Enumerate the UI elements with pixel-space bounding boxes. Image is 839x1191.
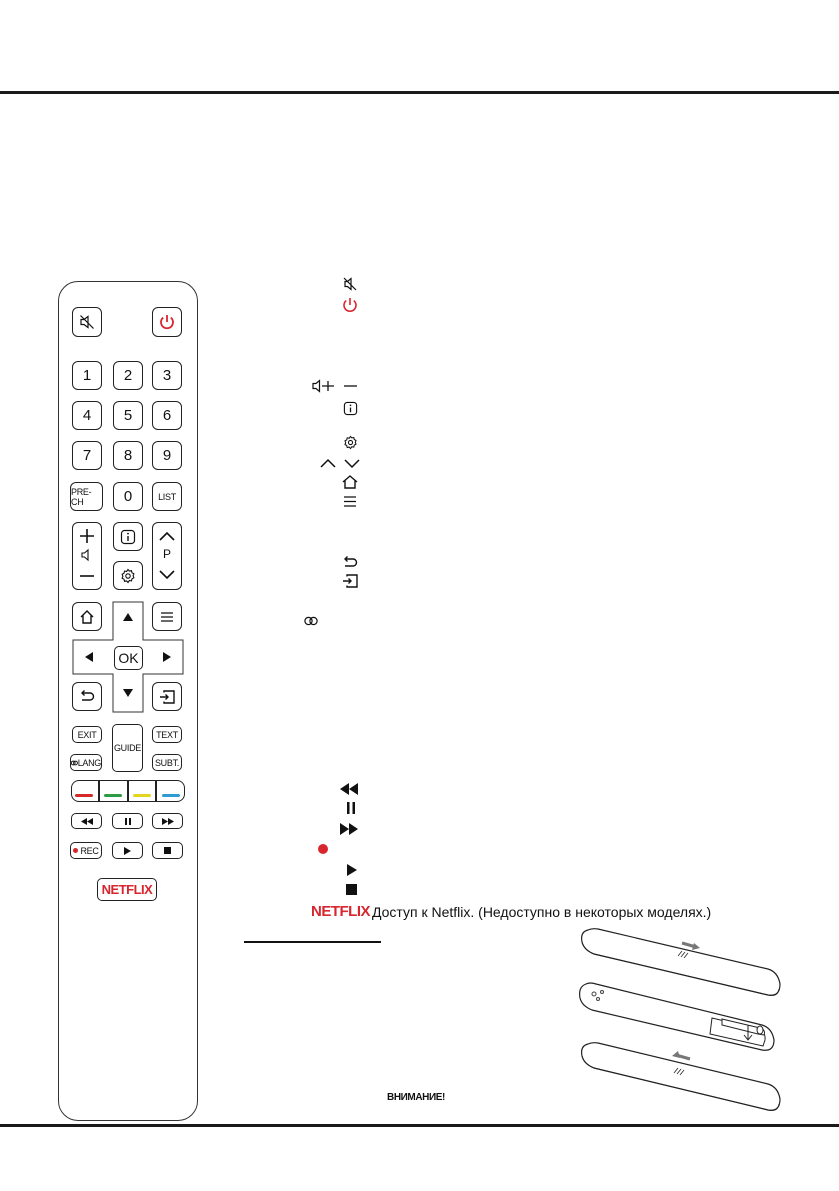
rewind-icon xyxy=(81,818,93,825)
red-key[interactable] xyxy=(71,780,99,802)
digit-5-button[interactable]: 5 xyxy=(113,401,143,430)
legend-settings-icon xyxy=(343,435,358,450)
legend-chevron-up-down-icon xyxy=(319,455,361,471)
guide-button[interactable]: GUIDE xyxy=(112,724,143,772)
yellow-key[interactable] xyxy=(128,780,156,802)
blue-key[interactable] xyxy=(156,780,185,802)
legend-power-icon xyxy=(341,296,359,314)
volume-icon xyxy=(73,523,101,589)
legend-back-icon xyxy=(341,555,359,571)
digit-8-button[interactable]: 8 xyxy=(113,441,143,470)
stop-button[interactable] xyxy=(152,842,183,859)
lang-label: LANG xyxy=(77,757,101,768)
legend-menu-icon xyxy=(342,494,358,509)
volume-rocker[interactable] xyxy=(72,522,102,590)
top-rule xyxy=(0,91,839,94)
legend-record-icon xyxy=(318,844,328,854)
netflix-button[interactable] xyxy=(97,878,157,901)
netflix-logo: NETFLIX xyxy=(101,882,153,897)
settings-gear-icon xyxy=(120,568,136,584)
legend-source-icon xyxy=(341,573,359,589)
stop-icon xyxy=(164,847,171,854)
digit-0-button[interactable]: 0 xyxy=(113,482,143,511)
yellow-bar xyxy=(133,794,151,797)
pause-icon xyxy=(124,818,132,825)
legend-rewind-icon xyxy=(340,783,358,795)
lang-button[interactable] xyxy=(70,754,102,771)
remote-control xyxy=(58,281,198,1121)
fast-forward-icon xyxy=(162,818,174,825)
play-icon xyxy=(124,847,131,855)
netflix-caption: Доступ к Netflix. (Недоступно в некоторых моделях.) xyxy=(372,904,712,920)
pre-ch-button[interactable]: PRE-CH xyxy=(70,482,103,511)
rewind-button[interactable] xyxy=(71,813,102,829)
cover-removal-step xyxy=(582,929,780,996)
right-arrow-icon xyxy=(163,652,171,662)
digit-9-button[interactable]: 9 xyxy=(152,441,182,470)
lang-circles-icon xyxy=(71,760,78,766)
settings-button[interactable] xyxy=(113,561,143,590)
red-bar xyxy=(75,794,93,797)
legend-info-icon xyxy=(343,401,358,416)
left-arrow-icon xyxy=(85,652,93,662)
exit-button[interactable]: EXIT xyxy=(72,726,102,743)
legend-mute-icon xyxy=(342,276,358,292)
digit-3-button[interactable]: 3 xyxy=(152,361,182,390)
legend-volume-icon xyxy=(311,378,361,394)
section-underline xyxy=(244,941,381,943)
up-arrow-icon xyxy=(123,613,133,621)
info-button[interactable] xyxy=(113,522,143,551)
legend-fast-forward-icon xyxy=(340,823,358,835)
down-arrow-icon xyxy=(123,689,133,697)
program-rocker[interactable] xyxy=(152,522,182,590)
legend-play-icon xyxy=(347,864,357,876)
subtitle-button[interactable]: SUBT. xyxy=(152,754,182,771)
green-key[interactable] xyxy=(99,780,128,802)
power-icon xyxy=(158,313,176,331)
digit-4-button[interactable]: 4 xyxy=(72,401,102,430)
legend-lang-icon xyxy=(304,616,318,626)
cover-replace-step xyxy=(582,1043,780,1111)
digit-1-button[interactable]: 1 xyxy=(72,361,102,390)
record-label: REC xyxy=(80,845,99,856)
fast-forward-button[interactable] xyxy=(152,813,183,829)
mute-icon xyxy=(79,314,95,330)
digit-2-button[interactable]: 2 xyxy=(113,361,143,390)
power-button[interactable] xyxy=(152,307,182,337)
warning-label: ВНИМАНИЕ! xyxy=(387,1092,445,1103)
green-bar xyxy=(104,794,122,797)
digit-7-button[interactable]: 7 xyxy=(72,441,102,470)
battery-insert-step xyxy=(580,983,774,1050)
battery-installation-illustration xyxy=(572,922,786,1118)
list-button[interactable]: LIST xyxy=(152,482,182,511)
legend-home-icon xyxy=(341,474,359,490)
ok-button[interactable]: OK xyxy=(114,646,143,670)
program-label: P xyxy=(162,547,171,561)
legend-pause-icon xyxy=(346,802,356,814)
info-icon xyxy=(120,529,136,545)
pause-button[interactable] xyxy=(112,813,143,829)
text-button[interactable]: TEXT xyxy=(152,726,182,743)
digit-6-button[interactable]: 6 xyxy=(152,401,182,430)
blue-bar xyxy=(162,794,180,797)
legend-netflix-logo: NETFLIX xyxy=(311,903,370,920)
bottom-rule xyxy=(0,1124,839,1127)
legend-stop-icon xyxy=(346,884,357,895)
mute-button[interactable] xyxy=(72,307,102,337)
record-button[interactable] xyxy=(70,842,102,859)
record-dot-icon xyxy=(73,848,78,853)
play-button[interactable] xyxy=(112,842,143,859)
